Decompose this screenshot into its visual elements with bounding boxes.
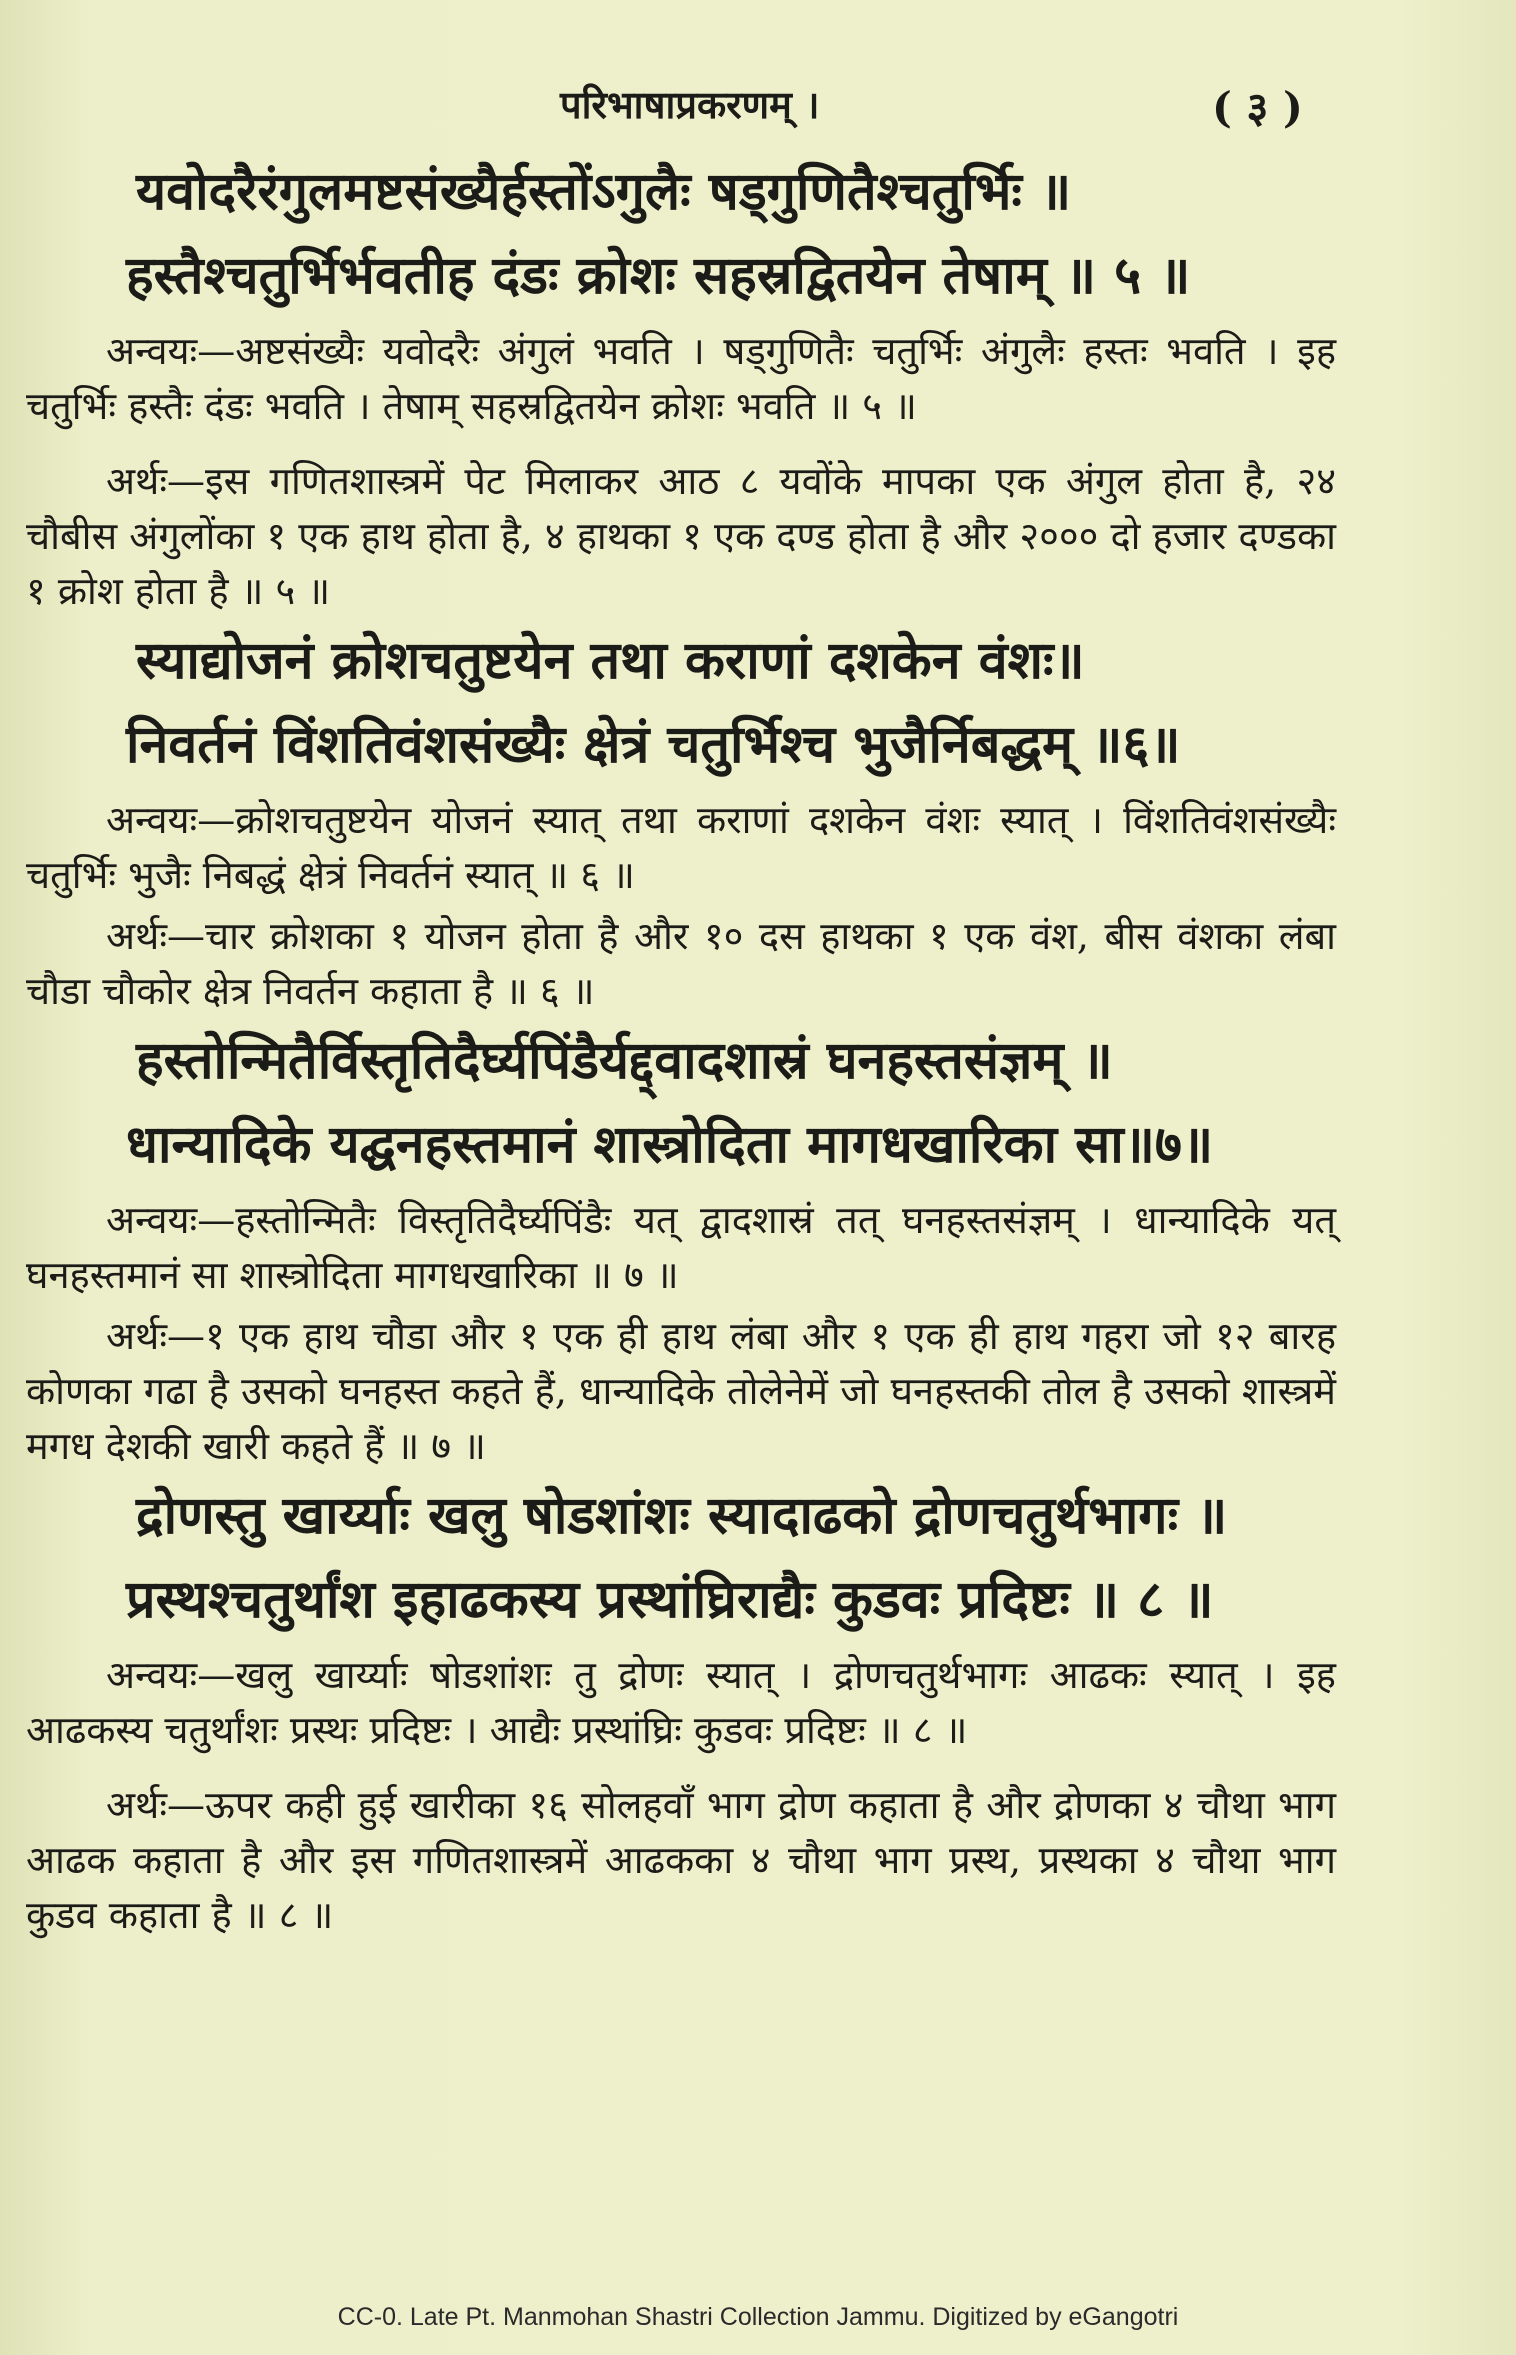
page-number: ( ३ )	[1212, 83, 1303, 132]
artha-text: अर्थः—चार क्रोशका १ योजन होता है और १० दस हाथका १ एक वंश, बीस वंशका लंबा चौडा चौकोर क्षेत्र निवर्तन कहाता है ॥ ६ ॥	[26, 914, 1336, 1013]
anvaya-paragraph	[26, 1648, 1336, 1758]
anvaya-paragraph	[26, 1193, 1336, 1303]
digitization-credit: CC-0. Late Pt. Manmohan Shastri Collection Jammu. Digitized by eGangotri	[337, 2303, 1179, 2331]
verse-line: हस्तैश्चतुर्भिर्भवतीह दंडः क्रोशः सहस्रद्वितयेन तेषाम् ॥ ५ ॥	[126, 245, 1191, 306]
verse-section-7	[26, 1019, 1336, 1474]
artha-text: अर्थः—ऊपर कही हुई खारीका १६ सोलहवाँ भाग द्रोण कहाता है और द्रोणका ४ चौथा भाग आढक कहाता है और इस गणितशास्त्रमें आढकका ४ चौथा भाग प्रस्थ, प्रस्थका ४ चौथा भाग कुडव कहाता है ॥ ८ ॥	[26, 1783, 1336, 1937]
verse-5	[26, 150, 1336, 318]
page-body	[26, 150, 1336, 1943]
verse-8	[26, 1474, 1336, 1642]
anvaya-text: अन्वयः—अष्टसंख्यैः यवोदरैः अंगुलं भवति । षड्गुणितैः चतुर्भिः अंगुलैः हस्तः भवति । इह चतुर्भिः हस्तैः दंडः भवति । तेषाम् सहस्रद्वितयेन क्रोशः भवति ॥ ५ ॥	[26, 329, 1336, 428]
artha-paragraph	[26, 909, 1336, 1019]
anvaya-text: अन्वयः—क्रोशचतुष्टयेन योजनं स्यात् तथा कराणां दशकेन वंशः स्यात् । विंशतिवंशसंख्यैः चतुर्भिः भुजैः निबद्धं क्षेत्रं निवर्तनं स्यात् ॥ ६ ॥	[26, 798, 1336, 897]
verse-6	[26, 619, 1336, 787]
verse-line: यवोदरैरंगुलमष्टसंख्यैर्हस्तोंऽगुलैः षड्गुणितैश्चतुर्भिः ॥	[136, 161, 1072, 222]
verse-section-8	[26, 1474, 1336, 1943]
artha-paragraph	[26, 1778, 1336, 1943]
verse-section-6	[26, 619, 1336, 1019]
verse-line: हस्तोन्मितैर्विस्तृतिदैर्घ्यपिंडैर्यद्द्वादशास्रं घनहस्तसंज्ञम् ॥	[136, 1030, 1113, 1091]
verse-line: प्रस्थश्चतुर्थांश इहाढकस्य प्रस्थांघ्रिराद्यैः कुडवः प्रदिष्टः ॥ ८ ॥	[126, 1569, 1214, 1630]
page-header	[0, 78, 1516, 138]
verse-line: धान्यादिके यद्घनहस्तमानं शास्त्रोदिता मागधखारिका सा॥७॥	[126, 1114, 1214, 1175]
verse-7	[26, 1019, 1336, 1187]
artha-text: अर्थः—१ एक हाथ चौडा और १ एक ही हाथ लंबा और १ एक ही हाथ गहरा जो १२ बारह कोणका गढा है उसको घनहस्त कहते हैं, धान्यादिके तोलेनेमें जो घनहस्तकी तोल है उसको शास्त्रमें मगध देशकी खारी कहते हैं ॥ ७ ॥	[26, 1314, 1336, 1468]
artha-text: अर्थः—इस गणितशास्त्रमें पेट मिलाकर आठ ८ यवोंके मापका एक अंगुल होता है, २४ चौबीस अंगुलोंका १ एक हाथ होता है, ४ हाथका १ एक दण्ड होता है और २००० दो हजार दण्डका १ क्रोश होता है ॥ ५ ॥	[26, 459, 1336, 613]
verse-line: निवर्तनं विंशतिवंशसंख्यैः क्षेत्रं चतुर्भिश्च भुजैर्निबद्धम् ॥६॥	[126, 714, 1181, 775]
anvaya-text: अन्वयः—हस्तोन्मितैः विस्तृतिदैर्घ्यपिंडैः यत् द्वादशास्रं तत् घनहस्तसंज्ञम् । धान्यादिके यत् घनहस्तमानं सा शास्त्रोदिता मागधखारिका ॥ ७ ॥	[26, 1198, 1336, 1297]
verse-line: द्रोणस्तु खार्य्याः खलु षोडशांशः स्यादाढको द्रोणचतुर्थभागः ॥	[136, 1485, 1228, 1546]
artha-paragraph	[26, 1309, 1336, 1474]
anvaya-paragraph	[26, 793, 1336, 903]
artha-paragraph	[26, 454, 1336, 619]
anvaya-paragraph	[26, 324, 1336, 434]
verse-section-5	[26, 150, 1336, 619]
running-head: परिभाषाप्रकरणम् ।	[560, 82, 820, 127]
verse-line: स्याद्योजनं क्रोशचतुष्टयेन तथा कराणां दशकेन वंशः॥	[136, 630, 1085, 691]
anvaya-text: अन्वयः—खलु खार्य्याः षोडशांशः तु द्रोणः स्यात् । द्रोणचतुर्थभागः आढकः स्यात् । इह आढकस्य चतुर्थांशः प्रस्थः प्रदिष्टः । आद्यैः प्रस्थांघ्रिः कुडवः प्रदिष्टः ॥ ८ ॥	[26, 1653, 1336, 1752]
